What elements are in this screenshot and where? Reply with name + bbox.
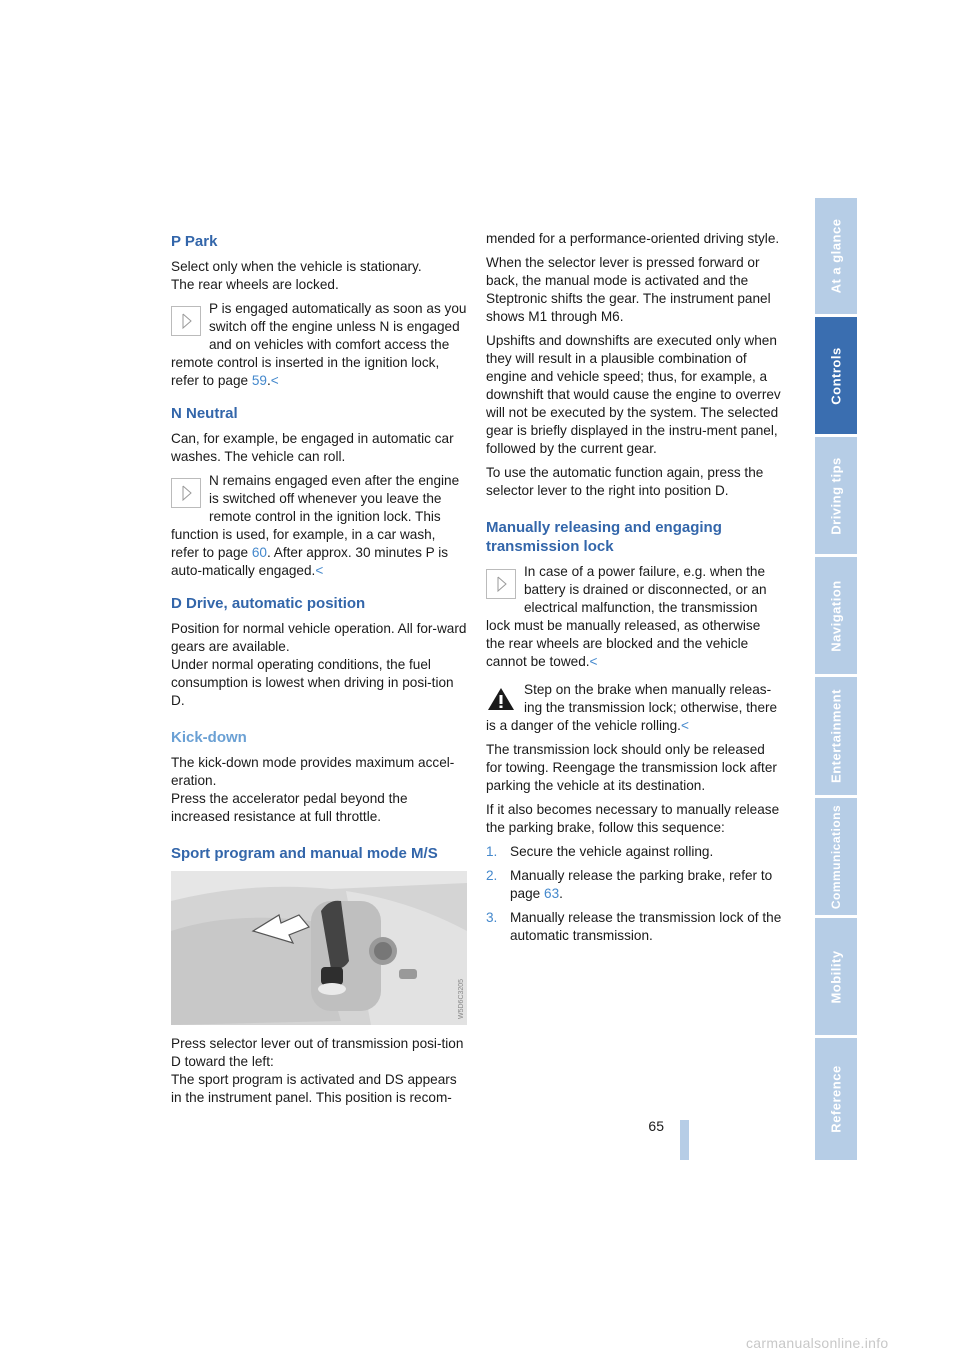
step-number: 2.	[486, 868, 498, 883]
chapter-tabs	[815, 198, 857, 1160]
heading-transmission-lock: Manually releasing and engaging transmission lock	[486, 519, 722, 555]
sport-continued-text: mended for a performance-oriented driving style.	[486, 231, 780, 246]
note-triangle-icon	[171, 478, 201, 508]
tab-navigation[interactable]	[815, 557, 857, 674]
tab-entertainment[interactable]	[815, 677, 857, 795]
n-neutral-note	[171, 472, 467, 580]
tab-label: Mobility	[828, 949, 844, 1004]
transmission-lock-note	[486, 563, 782, 671]
end-mark: <	[680, 718, 689, 733]
selector-lever-image	[171, 871, 467, 1025]
left-column	[171, 228, 467, 1113]
page-link-63[interactable]: 63	[544, 886, 560, 901]
page-link-60[interactable]: 60	[251, 545, 267, 560]
tab-at-a-glance[interactable]	[815, 198, 857, 314]
page-number-bar	[680, 1120, 689, 1160]
page-number: 65	[648, 1118, 664, 1134]
step-text: Secure the vehicle against rolling.	[510, 844, 714, 859]
tab-controls[interactable]	[815, 317, 857, 434]
end-mark: <	[270, 373, 279, 388]
p-park-note-text: P is engaged automatically as soon as you switch off the engine unless N is engaged and on vehicles with comfort access the remote control is inserted in the ignition lock, refer to page	[171, 301, 467, 388]
tab-label: Entertainment	[828, 689, 844, 783]
end-mark: <	[315, 563, 324, 578]
p-park-note-end: .	[266, 373, 271, 388]
n-neutral-note-text: N remains engaged even after the engine is switched off whenever you leave the remote control in the ignition lock. This function is used, for example, in a car wash, refer to page	[171, 473, 460, 560]
manual-mode-text: When the selector lever is pressed forward or back, the manual mode is activated and the Steptronic shifts the gear. The instrument panel shows M1 through M6.	[486, 255, 771, 324]
tab-label: Navigation	[828, 579, 844, 652]
step-item	[486, 909, 782, 945]
right-column	[486, 228, 782, 951]
heading-p-park: P Park	[171, 233, 218, 250]
step-text: Manually release the transmission lock of the automatic transmission.	[510, 910, 782, 943]
note-triangle-icon	[486, 569, 516, 599]
automatic-return-text: To use the automatic function again, press the selector lever to the right into position D.	[486, 465, 764, 498]
shift-logic-text: Upshifts and downshifts are executed only when they will result in a plausible combination of engine and vehicle speed; thus, for example, a downshift that would cause the engine to overrev will not be executed by the system. The selected gear is briefly displayed in the instru-ment panel, followed by the current gear.	[486, 333, 781, 456]
transmission-lock-note-text: In case of a power failure, e.g. when the battery is drained or disconnected, or an electrical malfunction, the transmission lock must be manually released, as otherwise the rear wheels are blocked and the vehicle cannot be towed.	[486, 564, 767, 669]
tab-label: At a glance	[828, 218, 844, 294]
tab-driving-tips[interactable]	[815, 437, 857, 554]
selector-lever-figure	[171, 871, 467, 1025]
step-number: 1.	[486, 844, 498, 859]
heading-sport-program: Sport program and manual mode M/S	[171, 845, 438, 862]
heading-d-drive: D Drive, automatic position	[171, 595, 366, 612]
step-item	[486, 867, 782, 903]
parking-brake-sequence-text: If it also becomes necessary to manually release the parking brake, follow this sequence:	[486, 802, 780, 835]
tab-label: Driving tips	[828, 456, 844, 535]
figure-code: W5D6C3205	[458, 978, 465, 1019]
p-park-text: Select only when the vehicle is stationary. The rear wheels are locked.	[171, 259, 422, 292]
step-text-end: .	[559, 886, 563, 901]
warning-icon	[486, 685, 516, 713]
n-neutral-note-text-2: . After approx. 30 minutes P is auto-matically engaged.	[171, 545, 449, 578]
tab-mobility[interactable]	[815, 918, 857, 1035]
heading-kick-down: Kick-down	[171, 729, 247, 746]
kick-down-text: The kick-down mode provides maximum accel-eration. Press the accelerator pedal beyond the increased resistance at full throttle.	[171, 755, 455, 824]
tab-communications[interactable]	[815, 798, 857, 915]
n-neutral-text: Can, for example, be engaged in automatic car washes. The vehicle can roll.	[171, 431, 454, 464]
p-park-note	[171, 300, 467, 390]
step-text: Manually release the parking brake, refer to page	[510, 868, 773, 901]
heading-n-neutral: N Neutral	[171, 405, 238, 422]
note-triangle-icon	[171, 306, 201, 336]
step-number: 3.	[486, 910, 498, 925]
tab-label: Reference	[828, 1065, 844, 1133]
sport-program-text: Press selector lever out of transmission posi-tion D toward the left: The sport program is activated and DS appears in the instrument panel. This position is recom-	[171, 1036, 464, 1105]
page-link-59[interactable]: 59	[251, 373, 267, 388]
tab-reference[interactable]	[815, 1038, 857, 1160]
end-mark: <	[589, 654, 598, 669]
tab-label: Controls	[828, 346, 844, 405]
transmission-lock-text: The transmission lock should only be released for towing. Reengage the transmission lock after parking the vehicle at its destination.	[486, 742, 777, 793]
tab-label: Communications	[829, 804, 843, 909]
step-item	[486, 843, 782, 861]
d-drive-text: Position for normal vehicle operation. All for-ward gears are available. Under normal operating conditions, the fuel consumption is lowest when driving in posi-tion D.	[171, 621, 467, 708]
transmission-lock-warning	[486, 681, 782, 735]
watermark: carmanualsonline.info	[746, 1335, 889, 1351]
transmission-lock-warning-text: Step on the brake when manually releas-ing the transmission lock; otherwise, there is a danger of the vehicle rolling.	[486, 682, 778, 733]
